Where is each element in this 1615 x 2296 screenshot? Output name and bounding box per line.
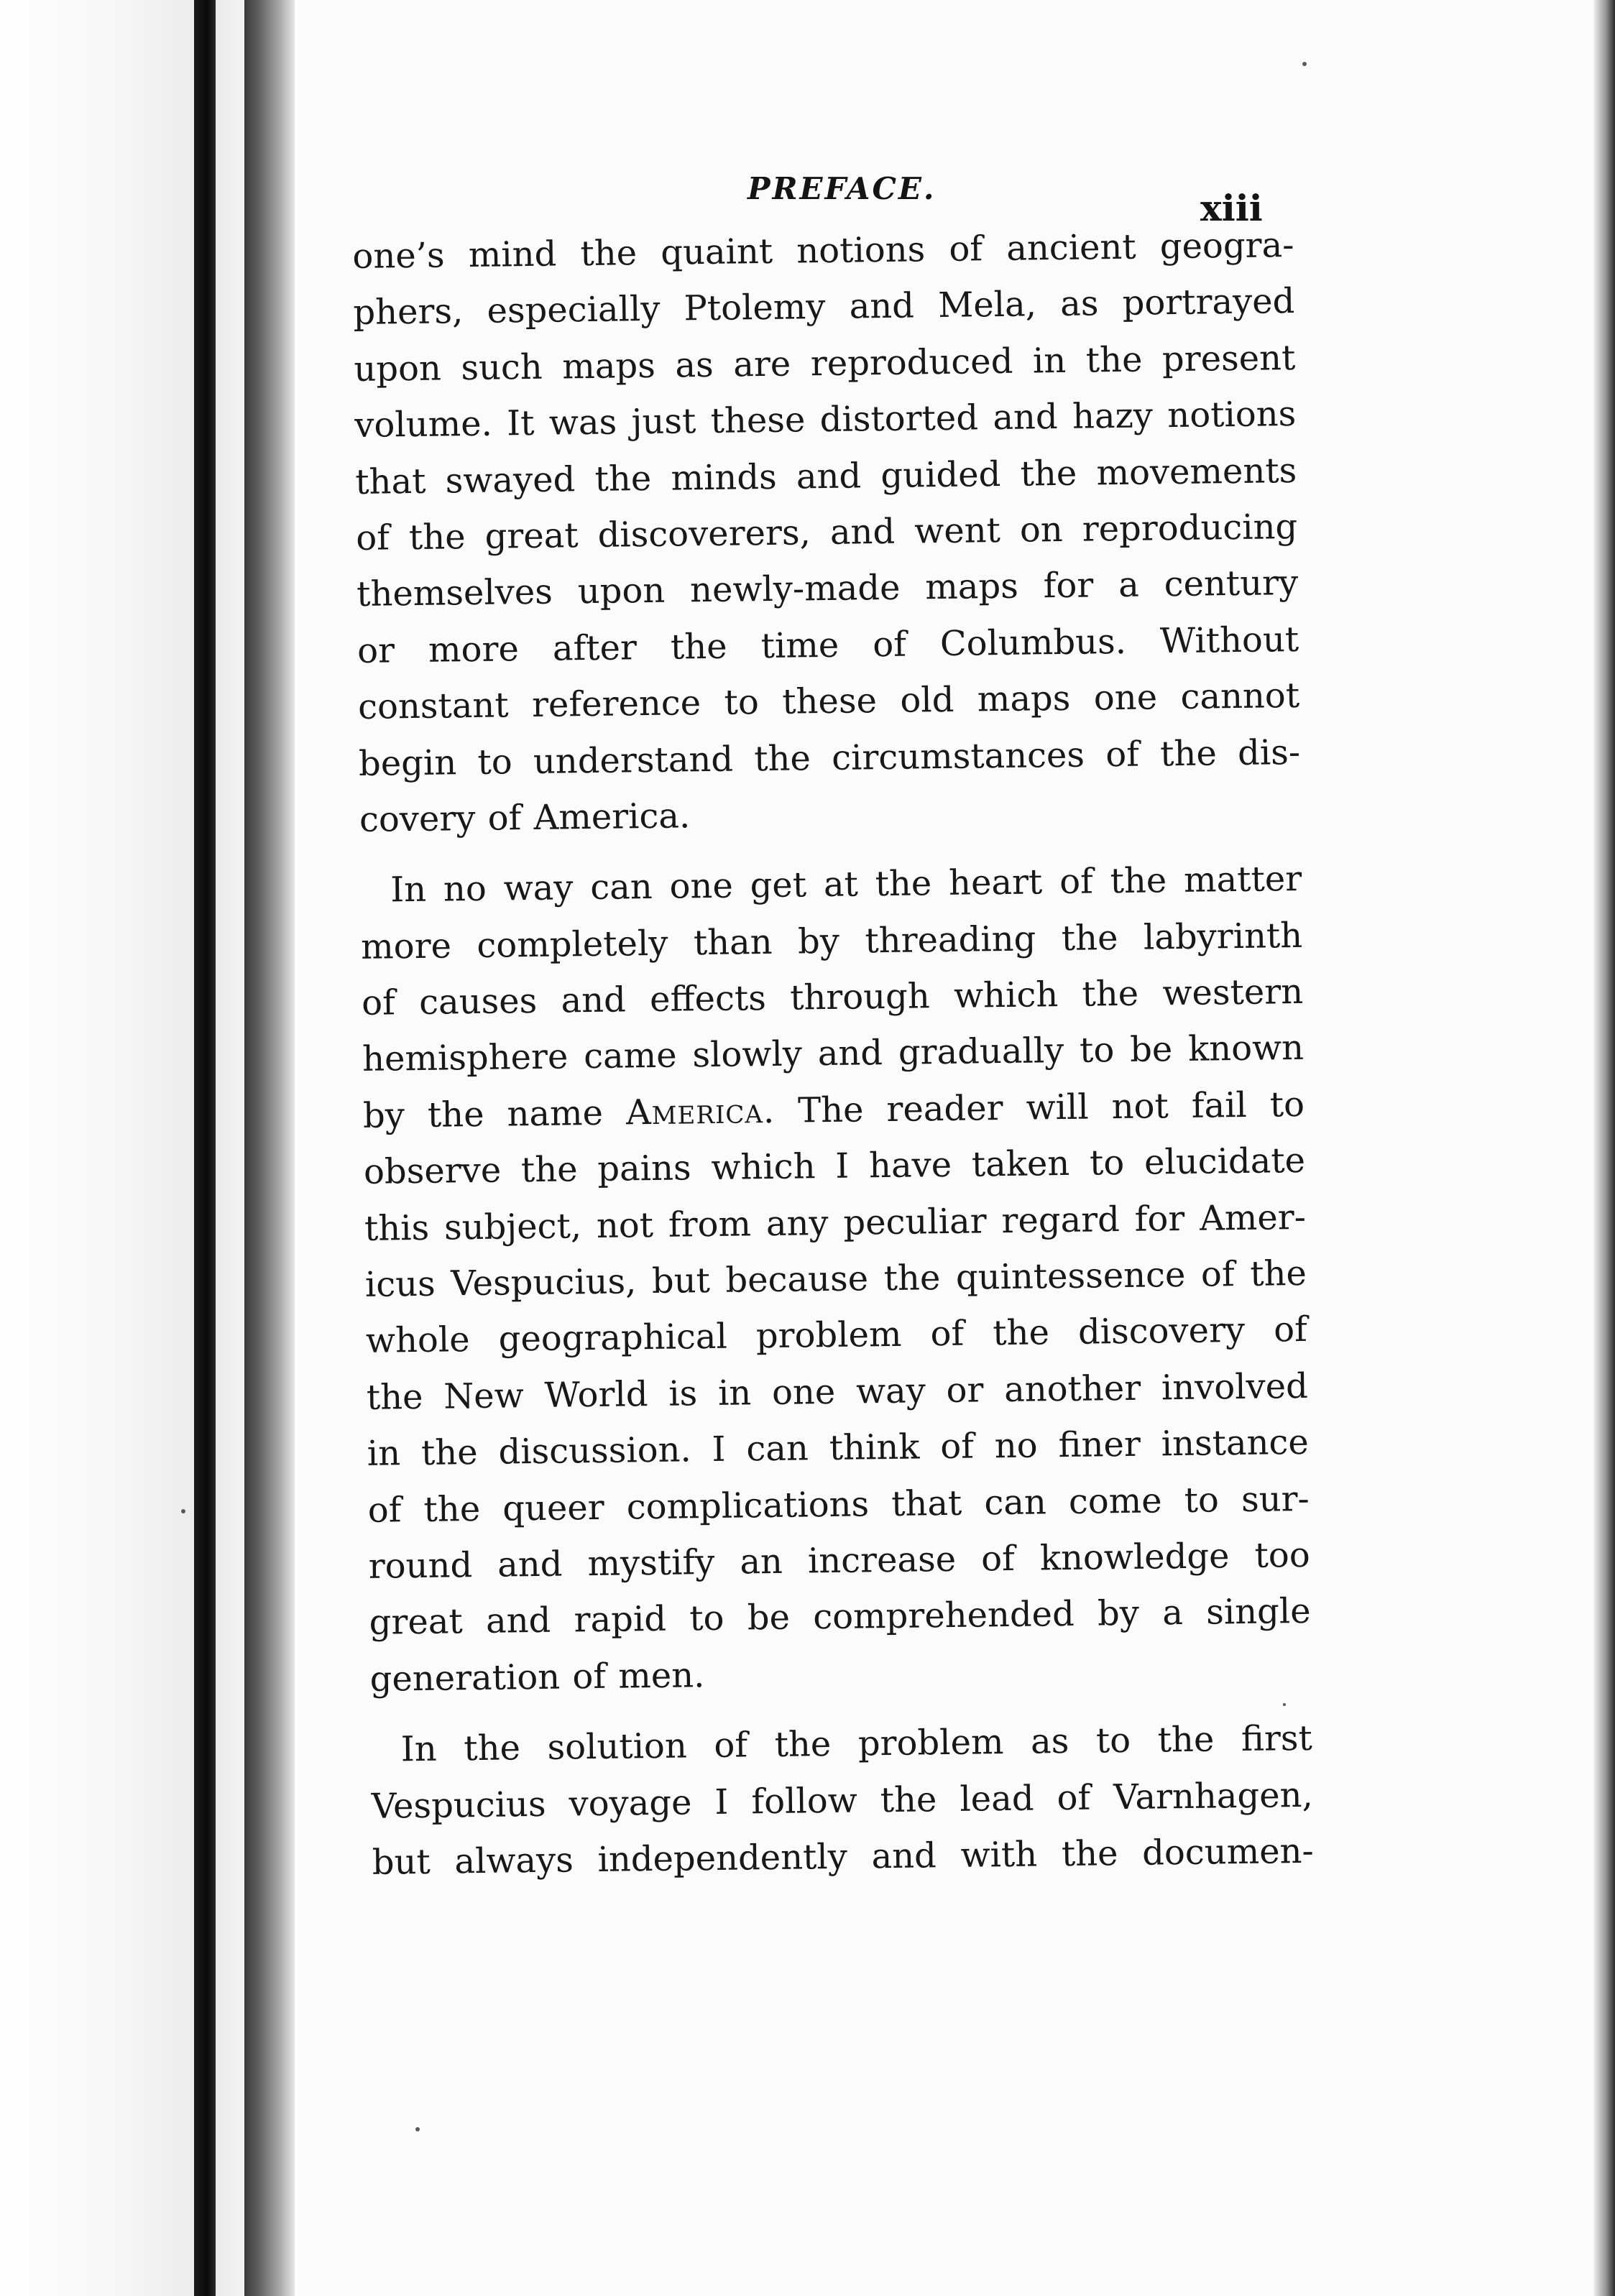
left-page-margin bbox=[0, 0, 194, 2296]
text-line: In the solution of the problem as to the first bbox=[400, 1718, 1313, 1770]
text-line: Vespucius voyage I follow the lead of Varnhagen, bbox=[371, 1774, 1314, 1827]
america-smallcaps: America. bbox=[625, 1090, 776, 1133]
scan-speck bbox=[1302, 62, 1307, 66]
text-line: observe the pains which I have taken to elucidate bbox=[363, 1140, 1306, 1193]
text-line: phers, especially Ptolemy and Mela, as portrayed bbox=[353, 281, 1295, 333]
text-line: or more after the time of Columbus. Without bbox=[356, 619, 1299, 671]
text-line: volume. It was just these distorted and hazy notions bbox=[354, 394, 1297, 446]
text-line: whole geographical problem of the discovery of bbox=[365, 1309, 1308, 1362]
text-line: themselves upon newly-made maps for a century bbox=[356, 563, 1299, 615]
text-line: but always independently and with the documen- bbox=[372, 1830, 1315, 1883]
text-line: in the discussion. I can think of no finer instance bbox=[367, 1422, 1310, 1475]
text-line: this subject, not from any peculiar regard for Amer- bbox=[364, 1197, 1307, 1249]
text-line: upon such maps as are reproduced in the present bbox=[354, 337, 1296, 389]
page-number: xiii bbox=[1200, 187, 1263, 229]
text-line: that swayed the minds and guided the movements bbox=[354, 450, 1297, 502]
text-line: covery of America. bbox=[359, 796, 691, 840]
scan-speck bbox=[181, 1509, 185, 1513]
line-suffix: The reader will not fail to bbox=[797, 1084, 1305, 1131]
line-prefix: by the name bbox=[362, 1092, 604, 1136]
binding-shadow bbox=[244, 0, 295, 2296]
text-line: the New World is in one way or another involved bbox=[366, 1365, 1309, 1418]
text-line: of the great discoverers, and went on reproducing bbox=[355, 506, 1298, 558]
binding-gap bbox=[216, 0, 244, 2296]
text-line: one’s mind the quaint notions of ancient geogra- bbox=[352, 224, 1294, 277]
text-line: constant reference to these old maps one cannot bbox=[357, 676, 1300, 728]
text-line: icus Vespucius, but because the quintessence of the bbox=[364, 1253, 1307, 1305]
text-line: round and mystify an increase of knowledge too bbox=[368, 1534, 1310, 1587]
binding-dark-edge bbox=[194, 0, 216, 2296]
text-line: In no way can one get at the heart of the matter bbox=[390, 859, 1302, 910]
text-line: of the queer complications that can come to sur- bbox=[367, 1478, 1310, 1531]
text-line: generation of men. bbox=[369, 1654, 705, 1700]
text-line: great and rapid to be comprehended by a single bbox=[369, 1591, 1311, 1643]
text-line: begin to understand the circumstances of the dis- bbox=[358, 732, 1301, 784]
text-line: more completely than by threading the labyrinth bbox=[360, 915, 1303, 967]
scan-speck bbox=[415, 2127, 420, 2131]
text-line: hemisphere came slowly and gradually to be known bbox=[362, 1028, 1305, 1080]
body-text bbox=[352, 217, 1314, 1891]
running-head: PREFACE. bbox=[747, 171, 937, 206]
right-page-edge bbox=[1593, 0, 1615, 2296]
text-line: of causes and effects through which the western bbox=[361, 971, 1304, 1023]
